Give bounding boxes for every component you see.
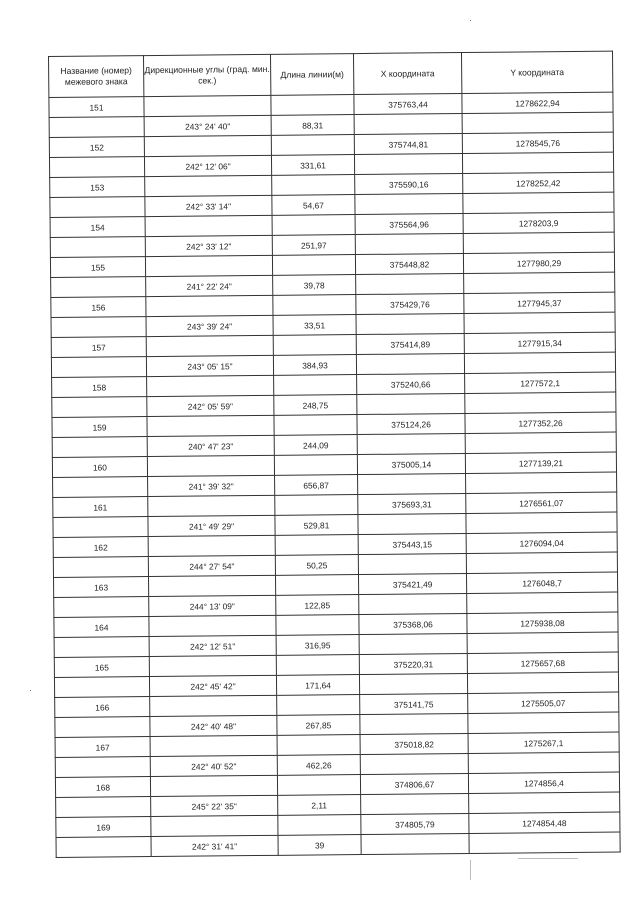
empty-cell [466, 472, 617, 493]
direction-angle-cell: 242° 05' 59" [147, 395, 274, 416]
empty-cell [356, 314, 464, 335]
empty-cell [273, 335, 356, 356]
line-length-cell: 171,64 [276, 675, 359, 696]
empty-cell [147, 415, 274, 436]
empty-cell [464, 352, 615, 373]
empty-cell [276, 655, 359, 676]
empty-cell [146, 295, 273, 316]
y-coordinate-cell: 1274856,4 [468, 772, 619, 793]
x-coordinate-cell: 374806,67 [360, 773, 468, 794]
empty-cell [359, 594, 467, 615]
marker-name-cell: 156 [51, 297, 146, 318]
empty-cell [356, 274, 464, 295]
direction-angle-cell: 244° 13' 09" [149, 595, 276, 616]
empty-cell [147, 375, 274, 396]
empty-cell [360, 714, 468, 735]
empty-cell [144, 135, 271, 156]
header-line-length: Длина линии(м) [270, 54, 353, 96]
empty-cell [272, 255, 355, 276]
empty-cell [54, 677, 149, 698]
direction-angle-cell: 242° 45' 42" [149, 675, 276, 696]
empty-cell [464, 312, 615, 333]
y-coordinate-cell: 1274854,48 [469, 812, 620, 833]
y-coordinate-cell: 1276094,04 [466, 532, 617, 553]
x-coordinate-cell: 375141,75 [360, 694, 468, 715]
line-length-cell: 316,95 [276, 635, 359, 656]
y-coordinate-cell: 1275938,08 [467, 612, 618, 633]
line-length-cell: 122,85 [276, 595, 359, 616]
empty-cell [274, 455, 357, 476]
empty-cell [54, 637, 149, 658]
direction-angle-cell: 244° 27' 54" [148, 555, 275, 576]
direction-angle-cell: 241° 22' 24" [146, 275, 273, 296]
empty-cell [274, 415, 357, 436]
x-coordinate-cell: 375744,81 [354, 134, 462, 155]
x-coordinate-cell: 375429,76 [356, 294, 464, 315]
empty-cell [278, 815, 361, 836]
marker-name-cell: 160 [52, 457, 147, 478]
empty-cell [51, 317, 146, 338]
direction-angle-cell: 242° 12' 51" [149, 635, 276, 656]
empty-cell [150, 695, 277, 716]
empty-cell [145, 255, 272, 276]
empty-cell [357, 394, 465, 415]
header-x-coordinate: X координата [353, 53, 461, 95]
empty-cell [467, 672, 618, 693]
empty-cell [469, 792, 620, 813]
y-coordinate-cell: 1277572,1 [465, 372, 616, 393]
empty-cell [272, 215, 355, 236]
line-length-cell: 529,81 [275, 515, 358, 536]
marker-name-cell: 164 [54, 617, 149, 638]
x-coordinate-cell: 375240,66 [357, 374, 465, 395]
empty-cell [53, 557, 148, 578]
x-coordinate-cell: 375448,82 [355, 254, 463, 275]
direction-angle-cell: 240° 47' 23" [147, 435, 274, 456]
empty-cell [50, 237, 145, 258]
empty-cell [55, 717, 150, 738]
empty-cell [51, 357, 146, 378]
line-length-cell: 2,11 [278, 795, 361, 816]
empty-cell [468, 712, 619, 733]
line-length-cell: 462,26 [277, 755, 360, 776]
line-length-cell: 656,87 [275, 475, 358, 496]
empty-cell [277, 695, 360, 716]
x-coordinate-cell: 375414,89 [356, 334, 464, 355]
header-marker-name: Название (номер) межевого знака [49, 56, 144, 98]
empty-cell [273, 295, 356, 316]
empty-cell [463, 192, 614, 213]
y-coordinate-cell: 1276048,7 [466, 572, 617, 593]
direction-angle-cell: 242° 33' 14" [145, 195, 272, 216]
x-coordinate-cell: 375018,82 [360, 733, 468, 754]
empty-cell [50, 197, 145, 218]
empty-cell [271, 135, 354, 156]
empty-cell [54, 597, 149, 618]
x-coordinate-cell: 375220,31 [359, 654, 467, 675]
empty-cell [52, 397, 147, 418]
x-coordinate-cell: 375443,15 [358, 534, 466, 555]
line-length-cell: 54,67 [272, 195, 355, 216]
line-length-cell: 39 [278, 835, 361, 856]
empty-cell [358, 474, 466, 495]
line-length-cell: 244,09 [274, 435, 357, 456]
x-coordinate-cell: 375368,06 [359, 614, 467, 635]
x-coordinate-cell: 375124,26 [357, 414, 465, 435]
x-coordinate-cell: 374805,79 [361, 813, 469, 834]
y-coordinate-cell: 1277945,37 [464, 292, 615, 313]
line-length-cell: 39,78 [273, 275, 356, 296]
empty-cell [357, 434, 465, 455]
empty-cell [52, 437, 147, 458]
empty-cell [355, 194, 463, 215]
empty-cell [149, 575, 276, 596]
direction-angle-cell: 243° 24' 40" [144, 115, 271, 136]
empty-cell [359, 634, 467, 655]
empty-cell [146, 335, 273, 356]
empty-cell [272, 175, 355, 196]
marker-name-cell: 155 [50, 257, 145, 278]
empty-cell [275, 575, 358, 596]
empty-cell [275, 535, 358, 556]
empty-cell [356, 354, 464, 375]
empty-cell [277, 735, 360, 756]
x-coordinate-cell: 375005,14 [357, 454, 465, 475]
empty-cell [148, 495, 275, 516]
line-length-cell: 50,25 [275, 555, 358, 576]
empty-cell [355, 234, 463, 255]
line-length-cell: 267,85 [277, 715, 360, 736]
empty-cell [51, 277, 146, 298]
empty-cell [359, 674, 467, 695]
empty-cell [361, 793, 469, 814]
marker-name-cell: 159 [52, 417, 147, 438]
empty-cell [358, 554, 466, 575]
empty-cell [276, 615, 359, 636]
table-body [49, 92, 620, 857]
direction-angle-cell: 242° 40' 52" [150, 755, 277, 776]
y-coordinate-cell: 1275267,1 [468, 732, 619, 753]
x-coordinate-cell: 375564,96 [355, 214, 463, 235]
empty-cell [271, 95, 354, 116]
marker-name-cell: 157 [51, 337, 146, 358]
line-length-cell: 248,75 [274, 395, 357, 416]
empty-cell [56, 837, 151, 858]
empty-cell [463, 232, 614, 253]
empty-cell [150, 775, 277, 796]
marker-name-cell: 169 [56, 817, 151, 838]
empty-cell [465, 432, 616, 453]
empty-cell [274, 375, 357, 396]
empty-cell [49, 157, 144, 178]
coordinates-table [48, 51, 621, 858]
y-coordinate-cell: 1275505,07 [468, 692, 619, 713]
empty-cell [360, 753, 468, 774]
empty-cell [466, 552, 617, 573]
empty-cell [354, 114, 462, 135]
empty-cell [56, 797, 151, 818]
marker-name-cell: 161 [53, 497, 148, 518]
y-coordinate-cell: 1276561,07 [466, 492, 617, 513]
empty-cell [149, 615, 276, 636]
line-length-cell: 33,51 [273, 315, 356, 336]
empty-cell [465, 392, 616, 413]
y-coordinate-cell: 1278252,42 [463, 172, 614, 193]
x-coordinate-cell: 375590,16 [355, 174, 463, 195]
marker-name-cell: 168 [55, 777, 150, 798]
marker-name-cell: 152 [49, 137, 144, 158]
direction-angle-cell: 241° 39' 32" [148, 475, 275, 496]
empty-cell [55, 757, 150, 778]
empty-cell [469, 832, 620, 853]
empty-cell [145, 175, 272, 196]
direction-angle-cell: 241° 49' 29" [148, 515, 275, 536]
empty-cell [53, 517, 148, 538]
y-coordinate-cell: 1277352,26 [465, 412, 616, 433]
empty-cell [462, 152, 613, 173]
marker-name-cell: 151 [49, 97, 144, 118]
empty-cell [468, 752, 619, 773]
empty-cell [275, 495, 358, 516]
marker-name-cell: 162 [53, 537, 148, 558]
line-length-cell: 384,93 [273, 355, 356, 376]
marker-name-cell: 158 [52, 377, 147, 398]
scan-speck [470, 20, 471, 21]
y-coordinate-cell: 1278203,9 [463, 212, 614, 233]
scan-speck [30, 690, 31, 691]
direction-angle-cell: 242° 33' 12" [145, 235, 272, 256]
y-coordinate-cell: 1277139,21 [465, 452, 616, 473]
line-length-cell: 331,61 [271, 155, 354, 176]
empty-cell [150, 735, 277, 756]
line-length-cell: 251,97 [272, 235, 355, 256]
empty-cell [49, 117, 144, 138]
x-coordinate-cell: 375763,44 [354, 94, 462, 115]
y-coordinate-cell: 1278545,76 [462, 132, 613, 153]
direction-angle-cell: 245° 22' 35" [151, 795, 278, 816]
empty-cell [361, 833, 469, 854]
line-length-cell: 88,31 [271, 115, 354, 136]
header-y-coordinate: Y координата [461, 51, 612, 93]
x-coordinate-cell: 375421,49 [358, 574, 466, 595]
direction-angle-cell: 242° 12' 06" [144, 155, 271, 176]
empty-cell [148, 535, 275, 556]
empty-cell [53, 477, 148, 498]
y-coordinate-cell: 1278622,94 [462, 92, 613, 113]
marker-name-cell: 163 [54, 577, 149, 598]
y-coordinate-cell: 1275657,68 [467, 652, 618, 673]
empty-cell [151, 815, 278, 836]
document-page [48, 56, 612, 858]
direction-angle-cell: 243° 39' 24" [146, 315, 273, 336]
table-row-segment [56, 832, 620, 857]
x-coordinate-cell: 375693,31 [358, 494, 466, 515]
header-direction-angle: Дирекционные углы (град. мин. сек.) [144, 54, 271, 96]
empty-cell [466, 512, 617, 533]
empty-cell [144, 95, 271, 116]
marker-name-cell: 165 [54, 657, 149, 678]
empty-cell [467, 592, 618, 613]
empty-cell [149, 655, 276, 676]
empty-cell [147, 455, 274, 476]
empty-cell [277, 775, 360, 796]
y-coordinate-cell: 1277915,34 [464, 332, 615, 353]
marker-name-cell: 166 [55, 697, 150, 718]
y-coordinate-cell: 1277980,29 [463, 252, 614, 273]
empty-cell [464, 272, 615, 293]
marker-name-cell: 167 [55, 737, 150, 758]
direction-angle-cell: 243° 05' 15" [146, 355, 273, 376]
marker-name-cell: 153 [50, 177, 145, 198]
empty-cell [467, 632, 618, 653]
empty-cell [462, 112, 613, 133]
marker-name-cell: 154 [50, 217, 145, 238]
empty-cell [145, 215, 272, 236]
table-header-row [49, 51, 613, 97]
empty-cell [354, 154, 462, 175]
direction-angle-cell: 242° 31' 41" [151, 835, 278, 856]
direction-angle-cell: 242° 40' 48" [150, 715, 277, 736]
scan-speck [470, 860, 471, 880]
empty-cell [358, 514, 466, 535]
scan-speck [518, 858, 578, 859]
